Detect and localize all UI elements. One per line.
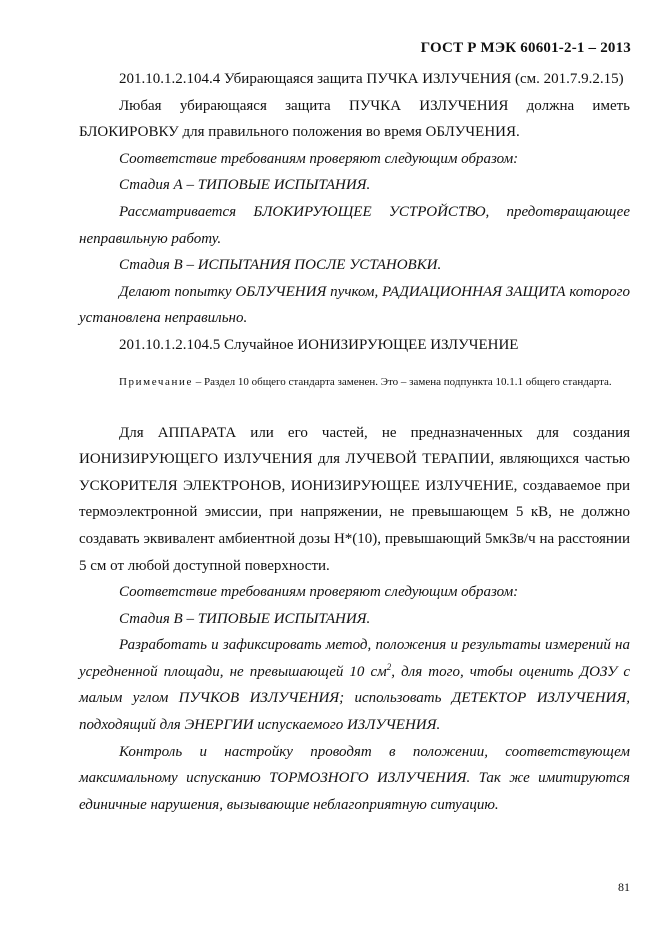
document-body	[79, 66, 630, 818]
compliance-check: Соответствие требованиям проверяют следующим образом:	[119, 150, 519, 167]
clause-201-10-1-2-104-5: 201.10.1.2.104.5 Случайное ИОНИЗИРУЮЩЕЕ ИЗЛУЧЕНИЕ	[119, 336, 519, 353]
stage-b-type-tests: Стадия В – ТИПОВЫЕ ИСПЫТАНИЯ.	[119, 610, 371, 627]
paragraph-measurement	[79, 632, 630, 738]
clause-201-10-1-2-104-4: 201.10.1.2.104.4 Убирающаяся защита ПУЧКА ИЗЛУЧЕНИЯ (см. 201.7.9.2.15)	[119, 71, 624, 87]
paragraph-apparatus: Для АППАРАТА или его частей, не предназначенных для создания ИОНИЗИРУЮЩЕГО ИЗЛУЧЕНИЯ для ЛУЧЕВОЙ ТЕРАПИИ, являющихся частью УСКОРИТЕЛЯ ЭЛЕКТРОНОВ, ИОНИЗИРУЮЩЕЕ ИЗЛУЧЕНИЕ, создаваемое при термоэлектронной эмиссии, при напряжении, не превышающем 5 кВ, не должно создавать эквивалент амбиентной дозы Н*(10), превышающий 5мкЗв/ч на расстоянии 5 см от любой доступной поверхности.	[79, 424, 630, 574]
stage-b: Стадия В – ИСПЫТАНИЯ ПОСЛЕ УСТАНОВКИ.	[119, 257, 442, 274]
note-label: Примечание	[119, 375, 193, 388]
note-text: – Раздел 10 общего стандарта заменен. Это – замена подпункта 10.1.1 общего стандарта.	[192, 375, 612, 388]
stage-b-description: Делают попытку ОБЛУЧЕНИЯ пучком, РАДИАЦИОННАЯ ЗАЩИТА которого установлена неправильно.	[79, 283, 630, 327]
page-number: 81	[618, 880, 630, 894]
stage-a: Стадия А – ТИПОВЫЕ ИСПЫТАНИЯ.	[119, 177, 371, 194]
stage-a-description: Рассматривается БЛОКИРУЮЩЕЕ УСТРОЙСТВО, предотвращающее неправильную работу.	[79, 203, 630, 247]
measurement-text-end: , для того, чтобы оценить ДОЗУ с малым углом ПУЧКОВ ИЗЛУЧЕНИЯ; использовать ДЕТЕКТОР ИЗЛУЧЕНИЯ, подходящий для ЭНЕРГИИ испускаемого ИЗЛУЧЕНИЯ.	[79, 663, 631, 734]
measurement-text-start: Разработать и зафиксировать метод, положения и результаты измерений на усредненной площади, не превышающей 10 см	[79, 637, 630, 680]
note	[79, 371, 630, 393]
compliance-check-2: Соответствие требованиям проверяют следующим образом:	[119, 584, 519, 601]
superscript: 2	[386, 661, 392, 672]
document-header: ГОСТ Р МЭК 60601-2-1 – 2013	[420, 40, 631, 56]
paragraph-requirement: Любая убирающаяся защита ПУЧКА ИЗЛУЧЕНИЯ должна иметь БЛОКИРОВКУ для правильного положения во время ОБЛУЧЕНИЯ.	[79, 97, 630, 141]
paragraph-control: Контроль и настройку проводят в положении, соответствующем максимальному испусканию ТОРМОЗНОГО ИЗЛУЧЕНИЯ. Так же имитируются единичные нарушения, вызывающие неблагоприятную ситуацию.	[79, 743, 630, 813]
